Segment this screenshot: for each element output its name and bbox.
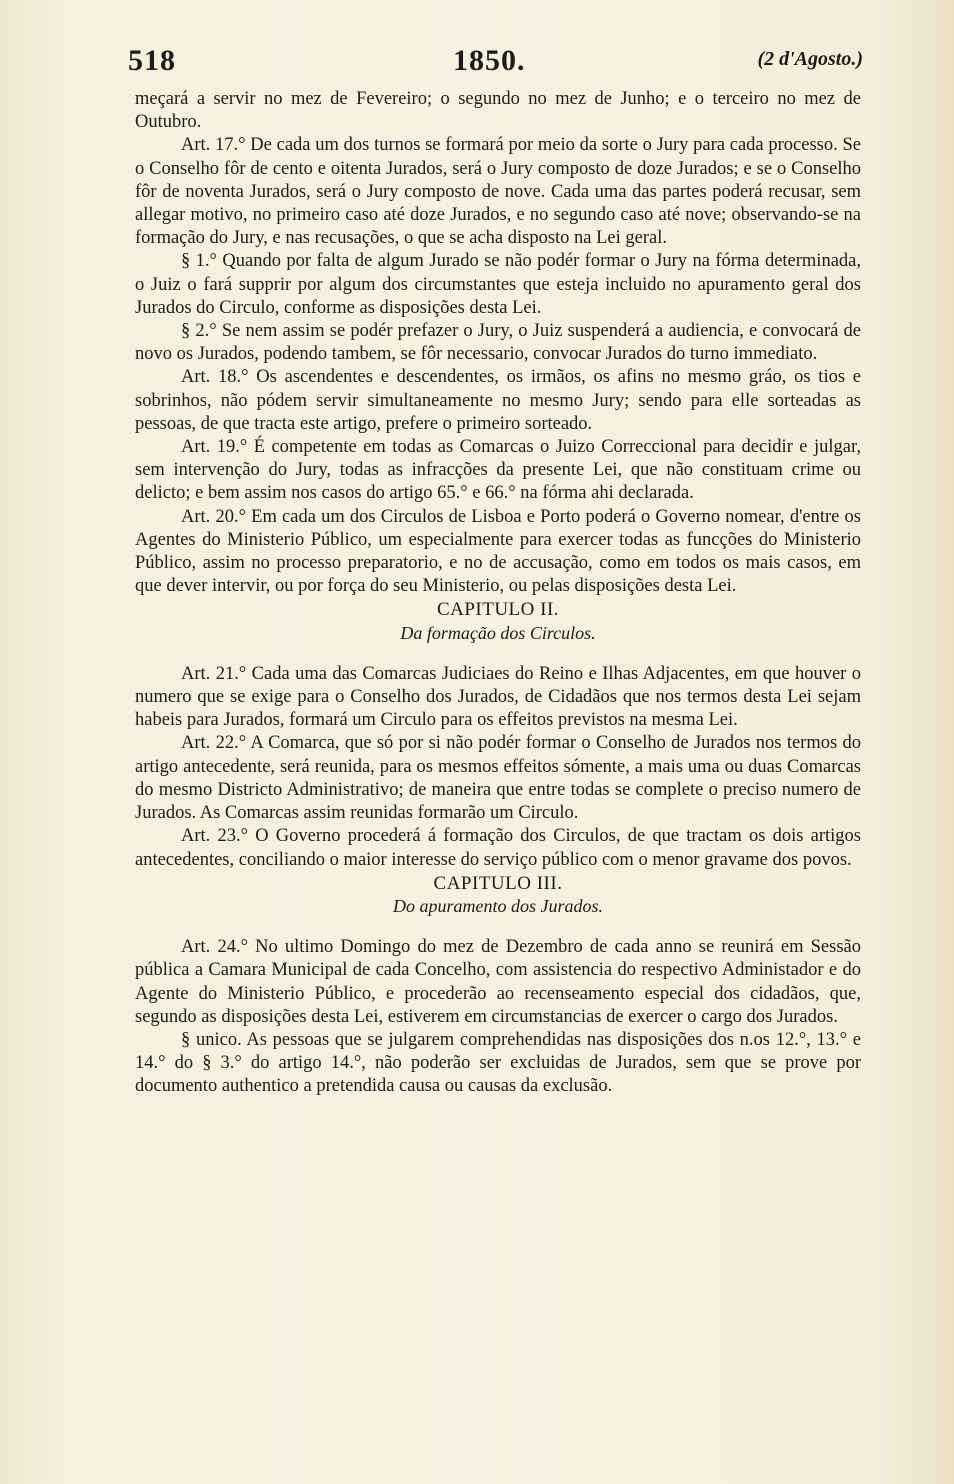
chapter-2-heading: CAPITULO II. [436,599,560,621]
article-20: Art. 20.° Em cada um dos Circulos de Lisboa e Porto poderá o Governo nomear, d'entre os Agentes do Ministerio Público, um especialmente para exercer todas as funcções do Ministerio Público, assim no processo preparatorio, e no de accusação, como em todos os mais casos, em que dever intervir, ou por força do seu Ministerio, ou pelas disposições desta Lei. [135,506,861,597]
article-23: Art. 23.° O Governo procederá á formação dos Circulos, de que tractam os dois artigos antecedentes, conciliando o maior interesse do serviço público com o menor gravame dos povos. [135,826,861,870]
page-header [128,44,863,84]
article-18: Art. 18.° Os ascendentes e descendentes, os irmãos, os afins no mesmo gráo, os tios e sobrinhos, não pódem servir simultaneamente no mesmo Jury; sendo para elle sorteadas as pessoas, de que tracta este artigo, prefere o primeiro sorteado. [135,367,861,434]
article-19: Art. 19.° É competente em todas as Comarcas o Juizo Correccional para decidir e julgar, sem intervenção do Jury, todas as infracções da presente Lei, que não constituam crime ou delicto; e bem assim nos casos do artigo 65.° e 66.° na fórma ahi declarada. [135,437,861,504]
article-17-section-2: § 2.° Se nem assim se podér prefazer o Jury, o Juiz suspenderá a audiencia, e convocará de novo os Jurados, podendo tambem, se fôr necessario, convocar Jurados do turno immediato. [135,321,861,365]
paragraph-continuation: meçará a servir no mez de Fevereiro; o segundo no mez de Junho; e o terceiro no mez de Outubro. [135,89,861,133]
document-body [135,88,861,1099]
page-date: (2 d'Agosto.) [757,48,863,70]
article-22: Art. 22.° A Comarca, que só por si não podér formar o Conselho de Jurados nos termos do artigo antecedente, será reunida, para os mesmos effeitos sómente, a mais uma ou duas Comarcas do mesmo Districto Administrativo; de maneira que entre todas se complete o preciso numero de Jurados. As Comarcas assim reunidas formarão um Circulo. [135,733,861,824]
article-17: Art. 17.° De cada um dos turnos se formará por meio da sorte o Jury para cada processo. Se o Conselho fôr de cento e oitenta Jurados, será o Jury composto de doze Jurados; e se o Conselho fôr de noventa Jurados, será o Jury composto de nove. Cada uma das partes poderá recusar, sem allegar motivo, no primeiro caso até doze Jurados, e no segundo caso até nove; observando-se na formação do Jury, e nas recusações, o que se acha disposto na Lei geral. [135,135,861,249]
chapter-3-subtitle: Do apuramento dos Jurados. [393,895,603,916]
article-24-sole-section: § unico. As pessoas que se julgarem comprehendidas nas disposições dos n.os 12.°, 13.° e 14.° do § 3.° do artigo 14.°, não poderão ser excluidas de Jurados, sem que se prove por documento authentico a pretendida causa ou causas da exclusão. [135,1029,861,1097]
article-24: Art. 24.° No ultimo Domingo do mez de Dezembro de cada anno se reunirá em Sessão pública a Camara Municipal de cada Concelho, com assistencia do respectivo Administador e do Agente do Ministerio Público, e procederão ao recenseamento especial dos cidadãos, que, segundo as disposições desta Lei, estiverem em circumstancias de exercer o cargo dos Jurados. [135,937,861,1027]
article-21: Art. 21.° Cada uma das Comarcas Judiciaes do Reino e Ilhas Adjacentes, em que houver o numero que se exige para o Conselho dos Jurados, de Cidadãos que nos termos desta Lei sejam habeis para Jurados, formará um Circulo para os effeitos previstos na mesma Lei. [135,663,861,731]
chapter-2-subtitle: Da formação dos Circulos. [400,622,596,643]
article-17-section-1: § 1.° Quando por falta de algum Jurado se não podér formar o Jury na fórma determinada, o Juiz o fará supprir por algum dos circumstantes que esteja incluido no apuramento geral dos Jurados do Circulo, conforme as disposições desta Lei. [135,251,861,318]
page-number: 518 [128,44,176,77]
chapter-3-heading: CAPITULO III. [433,872,563,894]
page-year: 1850. [453,44,526,77]
